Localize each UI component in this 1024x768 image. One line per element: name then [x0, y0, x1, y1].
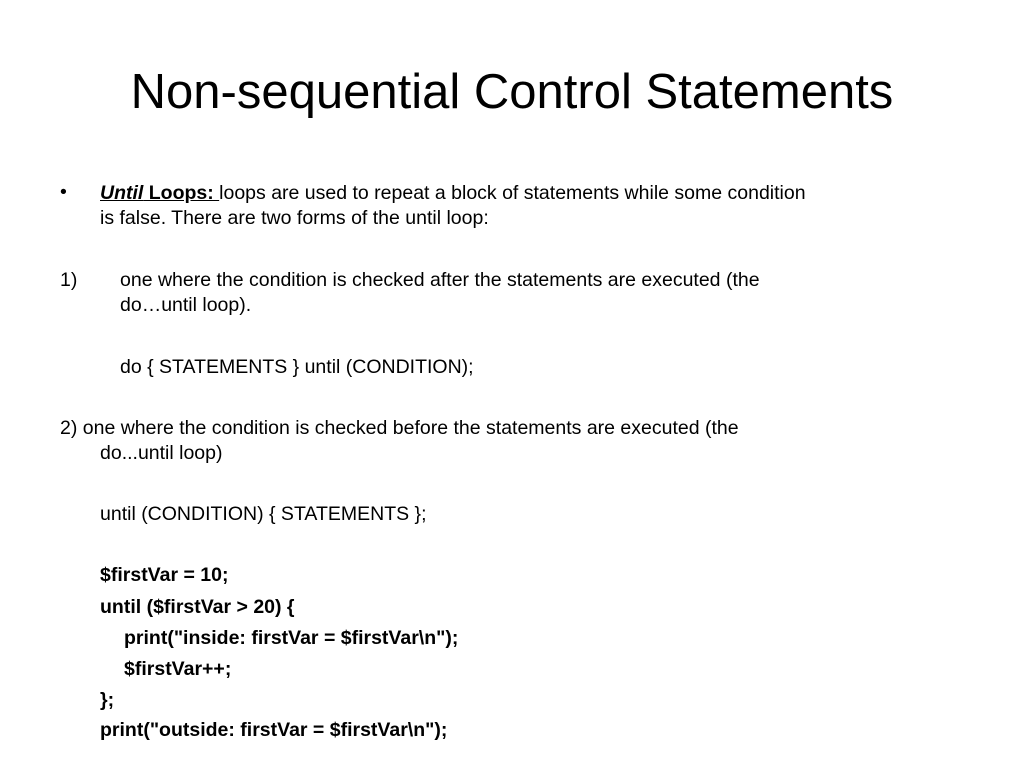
item-1-line-2: do…until loop).	[120, 294, 252, 316]
slide-title: Non-sequential Control Statements	[130, 65, 894, 119]
code-line: $firstVar = 10;	[100, 564, 229, 586]
code-line: $firstVar++;	[124, 658, 232, 680]
code-line: print("outside: firstVar = $firstVar\n");	[100, 719, 448, 741]
item-1-syntax: do { STATEMENTS } until (CONDITION);	[120, 356, 474, 378]
bullet-line-2: is false. There are two forms of the until loop:	[100, 207, 489, 229]
bullet-line-1	[100, 181, 806, 206]
bullet-text-1: loops are used to repeat a block of statements while some condition	[219, 182, 806, 204]
item-1-number: 1)	[60, 269, 78, 291]
code-line: };	[100, 689, 115, 711]
item-1-line-1: one where the condition is checked after the statements are executed (the	[120, 269, 760, 291]
until-term: Until	[100, 182, 144, 204]
code-line: print("inside: firstVar = $firstVar\n");	[124, 627, 459, 649]
loops-term: Loops:	[143, 182, 220, 204]
item-2-line-1: 2) one where the condition is checked before the statements are executed (the	[60, 417, 739, 439]
item-2-line-2: do...until loop)	[100, 442, 223, 464]
code-line: until ($firstVar > 20) {	[100, 596, 295, 618]
bullet-icon: •	[60, 181, 67, 203]
item-2-syntax: until (CONDITION) { STATEMENTS };	[100, 503, 427, 525]
